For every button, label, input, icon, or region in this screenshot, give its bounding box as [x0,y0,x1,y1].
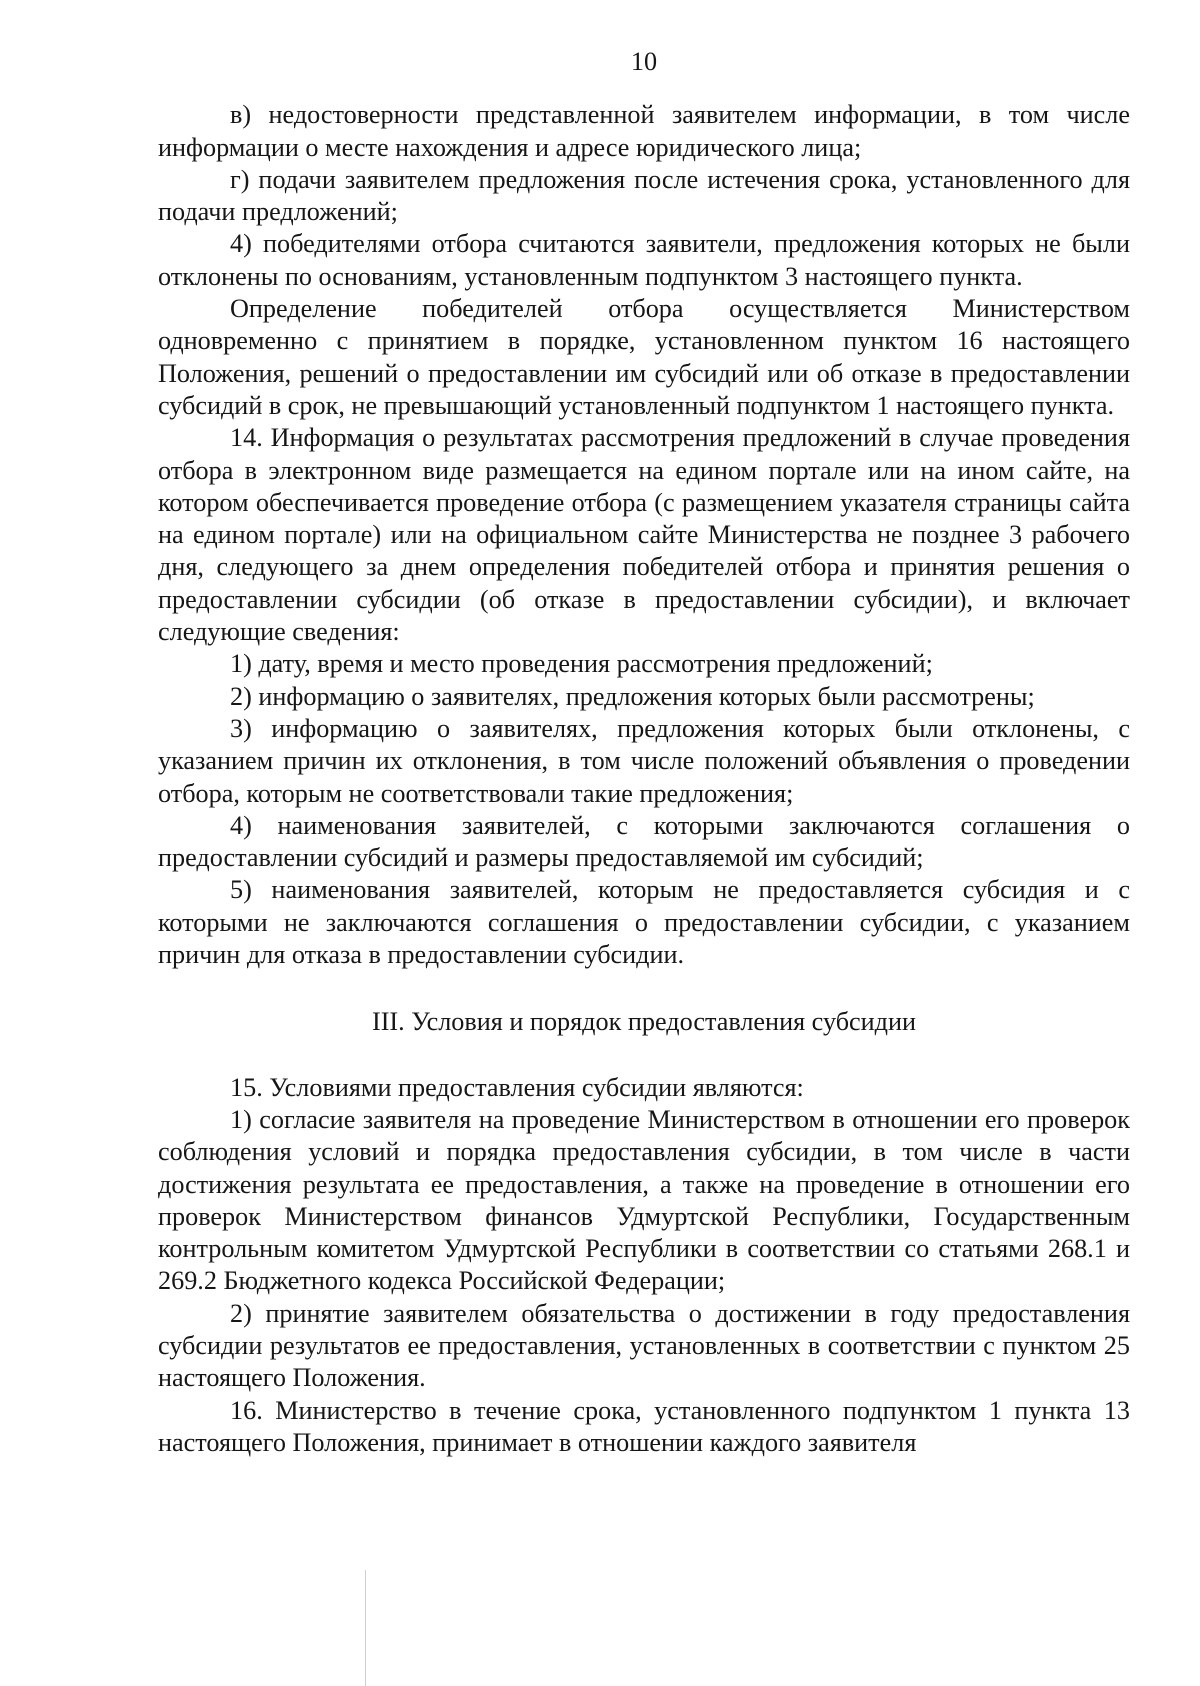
paragraph-winners-determination: Определение победителей отбора осуществляется Министерством одновременно с принятием в порядке, установленном пунктом 16 настоящего Положения, решений о предоставлении им субсидий или об отказе в предоставлении субсидий в срок, не превышающий установленный подпунктом 1 настоящего пункта. [158,294,1130,420]
paragraph-list-item-5: 5) наименования заявителей, которым не предоставляется субсидия и с которыми не заключаются соглашения о предоставлении субсидии, с указанием причин для отказа в предоставлении субсидии. [158,875,1130,970]
paragraph-list-item-3: 3) информацию о заявителях, предложения которых были отклонены, с указанием причин их отклонения, в том числе положений объявления о проведении отбора, которым не соответствовали такие предложения; [158,713,1130,808]
paragraph-list-item-4: 4) наименования заявителей, с которыми заключаются соглашения о предоставлении субсидий и размеры предоставляемой им субсидий; [158,810,1130,873]
paragraph-item-v: в) недостоверности представленной заявителем информации, в том числе информации о месте нахождения и адресе юридического лица; [158,100,1130,162]
section-heading: III. Условия и порядок предоставления субсидии [371,1007,917,1037]
scan-artifact-line [365,1570,366,1686]
paragraph-condition-1: 1) согласие заявителя на проведение Министерством в отношении его проверок соблюдения условий и порядка предоставления субсидии, в том числе в части достижения результата ее предоставления, а также на проведение в отношении его проверок Министерством финансов Удмуртской Республики, Государственным контрольным комитетом Удмуртской Республики в соответствии со статьями 268.1 и 269.2 Бюджетного кодекса Российской Федерации; [158,1104,1130,1296]
paragraph-item-g: г) подачи заявителем предложения после истечения срока, установленного для подачи предложений; [158,164,1130,227]
page-number: 10 [630,47,658,76]
paragraph-list-item-2: 2) информацию о заявителях, предложения которых были рассмотрены; [230,681,1035,711]
paragraph-list-item-1: 1) дату, время и место проведения рассмотрения предложений; [230,649,933,679]
paragraph-clause-16: 16. Министерство в течение срока, установленного подпунктом 1 пункта 13 настоящего Положения, принимает в отношении каждого заявителя [158,1395,1130,1457]
paragraph-clause-15: 15. Условиями предоставления субсидии являются: [230,1072,804,1102]
paragraph-condition-2: 2) принятие заявителем обязательства о достижении в году предоставления субсидии результатов ее предоставления, установленных в соответствии с пунктом 25 настоящего Положения. [158,1298,1130,1393]
paragraph-subitem-4: 4) победителями отбора считаются заявители, предложения которых не были отклонены по основаниям, установленным подпунктом 3 настоящего пункта. [158,229,1130,291]
paragraph-clause-14: 14. Информация о результатах рассмотрения предложений в случае проведения отбора в электронном виде размещается на едином портале или на ином сайте, на котором обеспечивается проведение отбора (с размещением указателя страницы сайта на едином портале) или на официальном сайте Министерства не позднее 3 рабочего дня, следующего за днем определения победителей отбора и принятия решения о предоставлении субсидии (об отказе в предоставлении субсидии), и включает следующие сведения: [158,423,1130,647]
